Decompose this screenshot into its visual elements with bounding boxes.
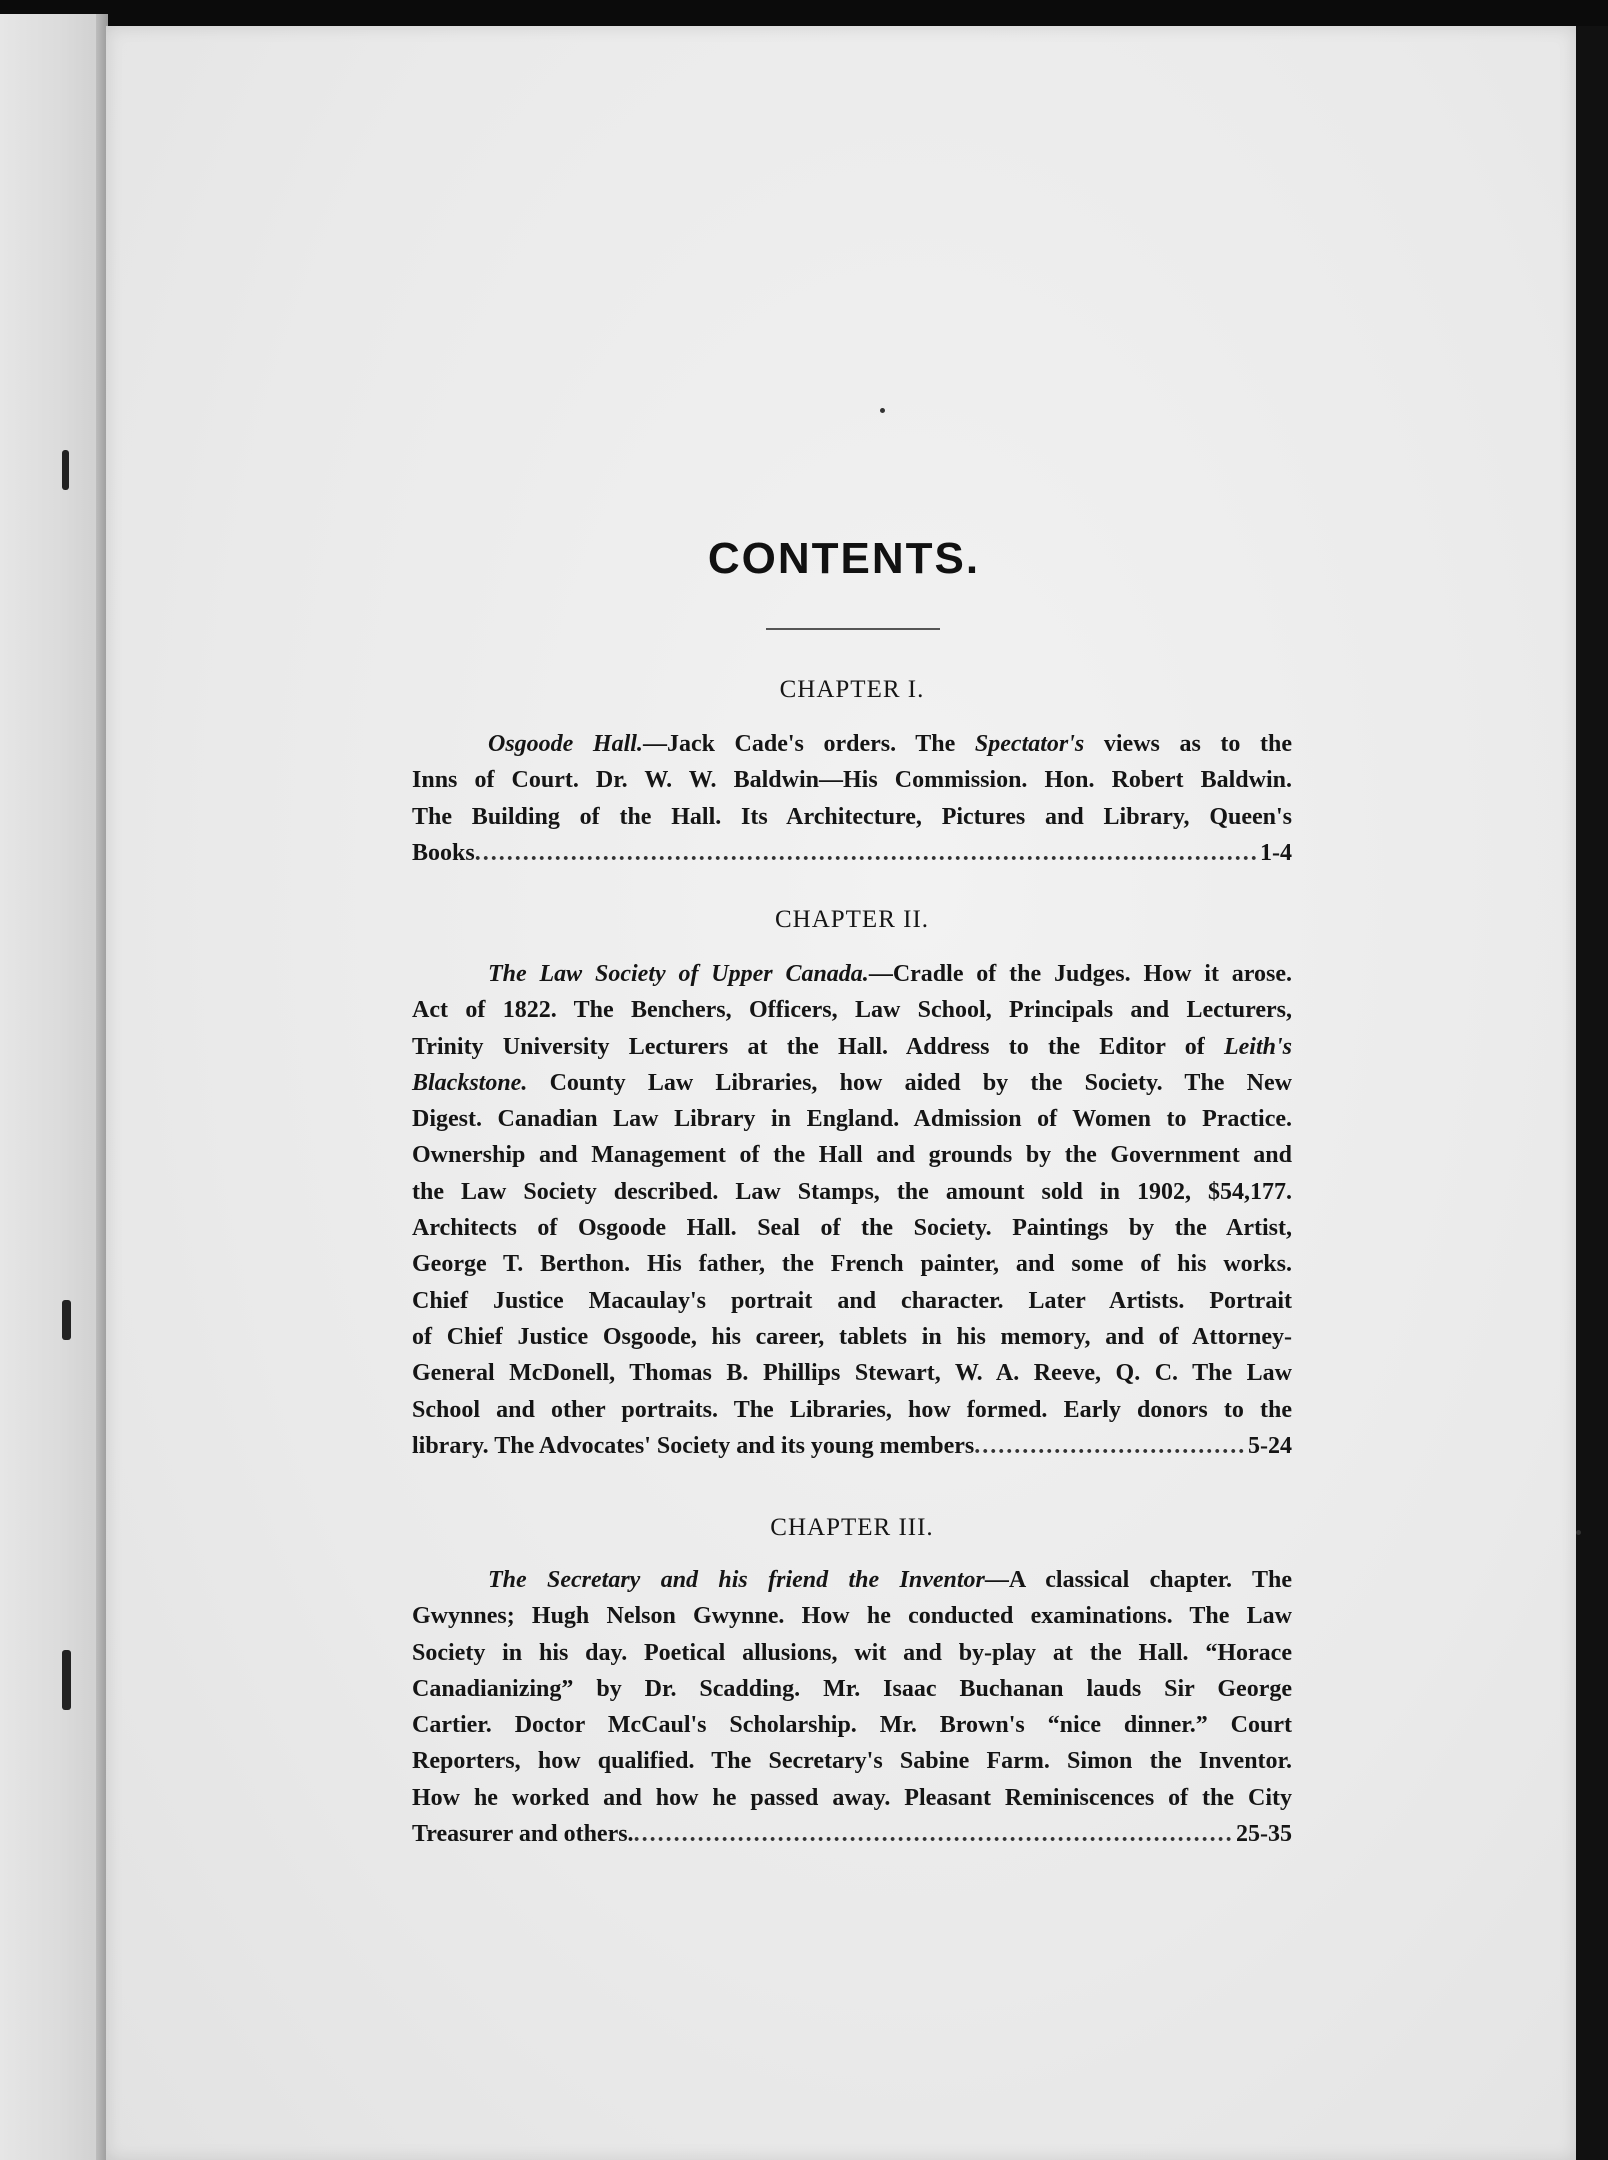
- page-title: CONTENTS.: [707, 534, 981, 583]
- summary-line: Ownership and Management of the Hall and grounds by the Government and: [412, 1142, 1292, 1169]
- chapter-subject: The Law Society of Upper Canada.: [488, 961, 869, 987]
- summary-line: Act of 1822. The Benchers, Officers, Law School, Principals and Lecturers,: [412, 997, 1292, 1024]
- summary-line: Cartier. Doctor McCaul's Scholarship. Mr. Brown's “nice dinner.” Court: [412, 1712, 1292, 1739]
- toc-entry-line: Treasurer and others. ..... 25-35: [412, 1816, 1292, 1852]
- summary-line: Canadianizing” by Dr. Scadding. Mr. Isaac Buchanan lauds Sir George: [412, 1675, 1292, 1702]
- summary-line: of Chief Justice Osgoode, his career, tablets in his memory, and of Attorney-: [412, 1323, 1292, 1350]
- summary-line: Reporters, how qualified. The Secretary's Sabine Farm. Simon the Inventor.: [412, 1748, 1292, 1775]
- summary-line: Society in his day. Poetical allusions, wit and by-play at the Hall. “Horace: [412, 1639, 1292, 1666]
- chapter-subject: Osgoode Hall.: [488, 731, 643, 757]
- summary-line: Inns of Court. Dr. W. W. Baldwin—His Commission. Hon. Robert Baldwin.: [412, 767, 1292, 794]
- chapter-heading: CHAPTER II.: [774, 906, 930, 933]
- summary-line: Chief Justice Macaulay's portrait and character. Later Artists. Portrait: [412, 1287, 1292, 1314]
- summary-line: The Law Society of Upper Canada.—Cradle of the Judges. How it arose.: [488, 961, 1293, 987]
- page-range: 25-35: [1236, 1821, 1292, 1848]
- chapter-heading: CHAPTER III.: [770, 1514, 934, 1541]
- scan-mark: [62, 1650, 71, 1710]
- summary-line: Osgoode Hall.—Jack Cade's orders. The Spectator's views as to the: [488, 731, 1292, 757]
- facing-page-edge: [0, 14, 104, 2160]
- chapter-summary: [412, 726, 1292, 871]
- summary-line: Trinity University Lecturers at the Hall. Address to the Editor of Leith's: [412, 1033, 1292, 1060]
- summary-line: How he worked and how he passed away. Pleasant Reminiscences of the City: [412, 1784, 1292, 1811]
- summary-line: Digest. Canadian Law Library in England. Admission of Women to Practice.: [412, 1106, 1292, 1133]
- summary-line: The Building of the Hall. Its Architecture, Pictures and Library, Queen's: [412, 803, 1292, 830]
- summary-line: George T. Berthon. His father, the French painter, and some of his works.: [412, 1251, 1292, 1278]
- summary-line: School and other portraits. The Libraries, how formed. Early donors to the: [412, 1396, 1292, 1423]
- summary-line: The Secretary and his friend the Inventor—A classical chapter. The: [488, 1567, 1293, 1593]
- toc-entry-line: Books ..... 1-4: [412, 835, 1292, 871]
- page-speck: [880, 408, 885, 413]
- chapter-summary: [412, 1562, 1292, 1852]
- summary-line: Architects of Osgoode Hall. Seal of the Society. Paintings by the Artist,: [412, 1215, 1292, 1242]
- summary-line: Blackstone. County Law Libraries, how aided by the Society. The New: [412, 1069, 1292, 1096]
- summary-line: the Law Society described. Law Stamps, the amount sold in 1902, $54,177.: [412, 1178, 1292, 1205]
- chapter-subject: The Secretary and his friend the Inventor: [488, 1567, 985, 1593]
- dot-leader: [634, 1816, 1234, 1852]
- summary-line: General McDonell, Thomas B. Phillips Stewart, W. A. Reeve, Q. C. The Law: [412, 1360, 1292, 1387]
- dot-leader: [974, 1428, 1246, 1464]
- summary-line: Gwynnes; Hugh Nelson Gwynne. How he conducted examinations. The Law: [412, 1603, 1292, 1630]
- chapter-heading: CHAPTER I.: [779, 676, 925, 703]
- chapter-summary: [412, 956, 1292, 1464]
- scan-mark: [62, 450, 69, 490]
- toc-entry-line: library. The Advocates' Society and its young members ..... 5-24: [412, 1428, 1292, 1464]
- title-rule: [766, 628, 940, 630]
- scan-mark: [62, 1300, 71, 1340]
- scan-right-edge: [1576, 26, 1608, 2160]
- page-range: 5-24: [1248, 1432, 1292, 1459]
- page-range: 1-4: [1260, 839, 1292, 866]
- dot-leader: [475, 835, 1258, 871]
- page-speck: [1576, 1530, 1581, 1535]
